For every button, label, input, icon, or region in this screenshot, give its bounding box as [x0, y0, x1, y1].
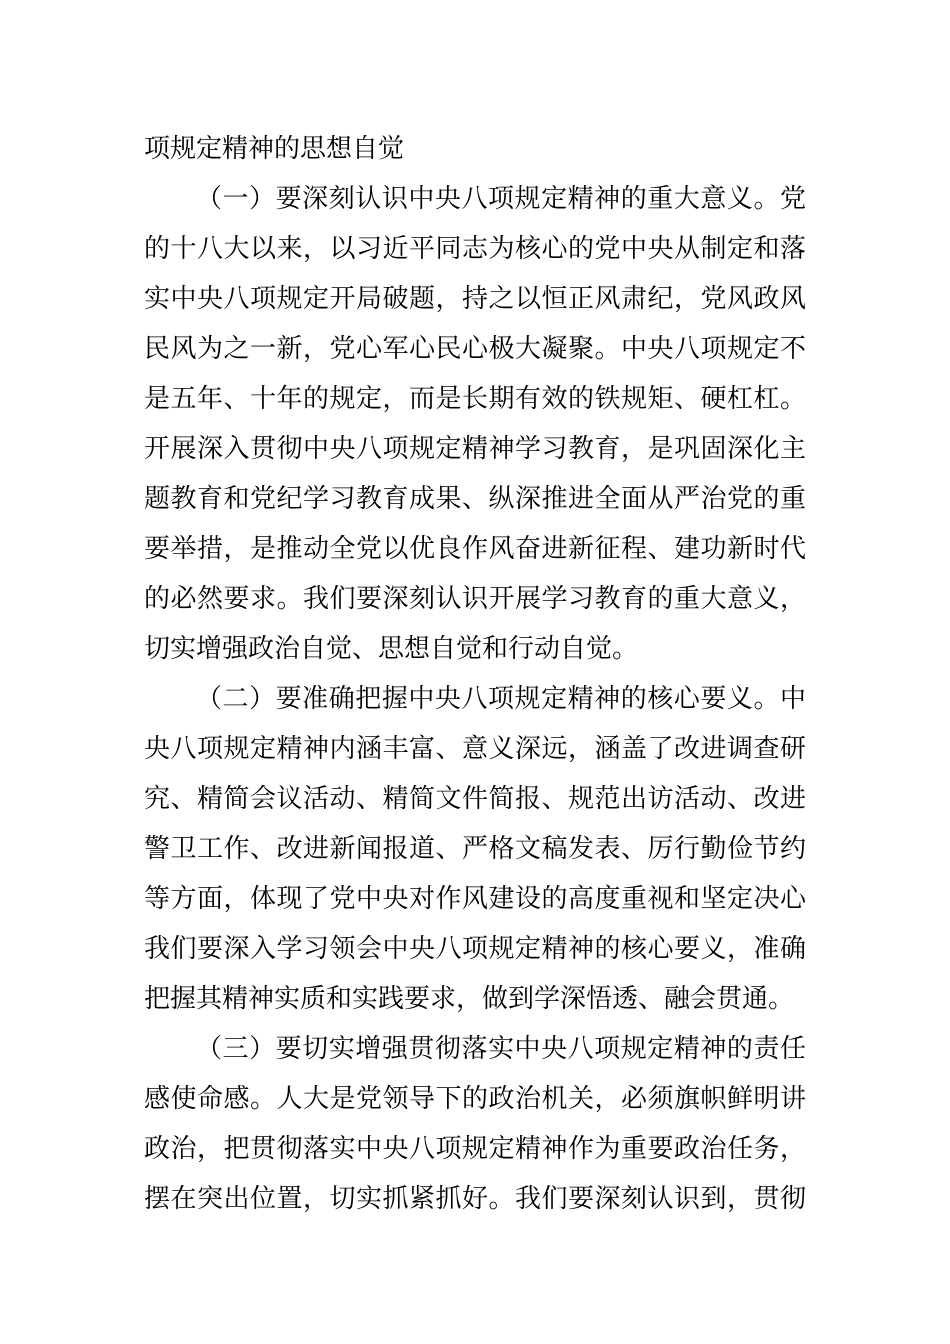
- text-line: 实中央八项规定开局破题，持之以恒正风肃纪，党风政风: [144, 284, 806, 314]
- text-line: 要举措，是推动全党以优良作风奋进新征程、建功新时代: [144, 534, 806, 564]
- text-line: （二）要准确把握中央八项规定精神的核心要义。中: [196, 684, 806, 714]
- text-line: （三）要切实增强贯彻落实中央八项规定精神的责任: [196, 1034, 806, 1064]
- text-line: 政治，把贯彻落实中央八项规定精神作为重要政治任务，: [144, 1134, 806, 1164]
- text-line: 项规定精神的思想自觉: [144, 134, 405, 164]
- text-line: 等方面，体现了党中央对作风建设的高度重视和坚定决心: [144, 884, 806, 914]
- text-line: 究、精简会议活动、精简文件简报、规范出访活动、改进: [144, 784, 806, 814]
- text-line: 央八项规定精神内涵丰富、意义深远，涵盖了改进调查研: [144, 734, 806, 764]
- text-line: 摆在突出位置，切实抓紧抓好。我们要深刻认识到，贯彻: [144, 1184, 806, 1214]
- text-line: 是五年、十年的规定，而是长期有效的铁规矩、硬杠杠。: [144, 384, 806, 414]
- text-line: 的十八大以来，以习近平同志为核心的党中央从制定和落: [144, 234, 806, 264]
- text-line: 题教育和党纪学习教育成果、纵深推进全面从严治党的重: [144, 484, 806, 514]
- text-line: 的必然要求。我们要深刻认识开展学习教育的重大意义，: [144, 584, 806, 614]
- text-line: 感使命感。人大是党领导下的政治机关，必须旗帜鲜明讲: [144, 1084, 806, 1114]
- text-line: 警卫工作、改进新闻报道、严格文稿发表、厉行勤俭节约: [144, 834, 806, 864]
- text-line: 我们要深入学习领会中央八项规定精神的核心要义，准确: [144, 934, 806, 964]
- document-body: [144, 124, 806, 1224]
- text-line: 民风为之一新，党心军心民心极大凝聚。中央八项规定不: [144, 334, 806, 364]
- text-line: 开展深入贯彻中央八项规定精神学习教育，是巩固深化主: [144, 434, 806, 464]
- text-line: 把握其精神实质和实践要求，做到学深悟透、融会贯通。: [144, 984, 795, 1014]
- text-line: 切实增强政治自觉、思想自觉和行动自觉。: [144, 634, 639, 664]
- text-line: （一）要深刻认识中央八项规定精神的重大意义。党: [196, 184, 806, 214]
